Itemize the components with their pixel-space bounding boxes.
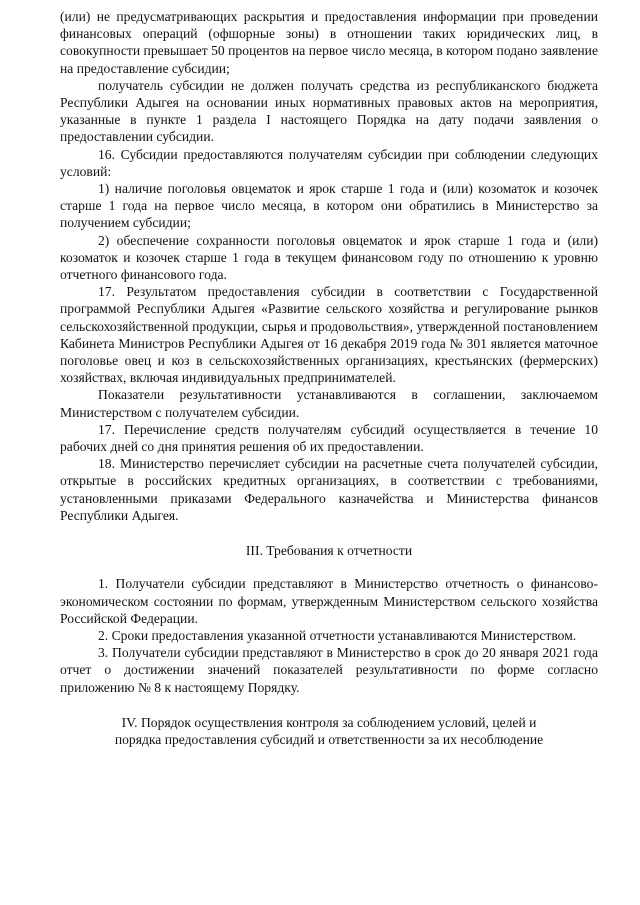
paragraph: получатель субсидии не должен получать средства из республиканского бюджета Республики Адыгея на основании иных нормативных правовых актов на мероприятия, указанные в пункте 1 раздела I настоящего Порядка на дату подачи заявления о предоставлении субсидии. (60, 77, 598, 145)
section-heading: III. Требования к отчетности (245, 543, 413, 559)
paragraph: (или) не предусматривающих раскрытия и предоставления информации при проведении финансовых операций (офшорные зоны) в отношении таких юридических лиц, в совокупности превышает 50 процентов на первое число месяца, в котором подано заявление на предоставление субсидии; (60, 9, 598, 76)
paragraph: 3. Получатели субсидии представляют в Министерство в срок до 20 января 2021 года отчет о достижении значений показателей результативности по форме согласно приложению № 8 к настоящему Порядку. (60, 645, 598, 695)
paragraph: 1) наличие поголовья овцематок и ярок старше 1 года и (или) козоматок и козочек старше 1 года на первое число месяца, в котором они обратились в Министерство за получением субсидии; (60, 181, 598, 231)
paragraph: 2. Сроки предоставления указанной отчетности устанавливаются Министерством. (98, 627, 577, 643)
section-heading-line: IV. Порядок осуществления контроля за соблюдением условий, целей и (121, 714, 537, 730)
paragraph: 17. Перечисление средств получателям субсидий осуществляется в течение 10 рабочих дней со дня принятия решения об их предоставлении. (60, 421, 598, 455)
paragraph: Показатели результативности устанавливаются в соглашении, заключаемом Министерством с получателем субсидии. (60, 387, 598, 420)
paragraph: 16. Субсидии предоставляются получателям субсидии при соблюдении следующих условий: (60, 146, 598, 179)
paragraph: 17. Результатом предоставления субсидии в соответствии с Государственной программой Республики Адыгея «Развитие сельского хозяйства и регулирование рынков сельскохозяйственной продукции, сырья и продовольствия», утвержденной постановлением Кабинета Министров Республики Адыгея от 16 декабря 2019 года № 301 является маточное поголовье овец и коз в сельскохозяйственных организациях, крестьянских (фермерских) хозяйствах, включая индивидуальных предпринимателей. (60, 284, 598, 386)
section-heading-line: порядка предоставления субсидий и ответственности за их несоблюдение (114, 731, 544, 747)
paragraph: 1. Получатели субсидии представляют в Министерство отчетность о финансово-экономическом состоянии по формам, утвержденным Министерством сельского хозяйства Российской Федерации. (60, 576, 598, 626)
paragraph: 18. Министерство перечисляет субсидии на расчетные счета получателей субсидии, открытые в российских кредитных организациях, в соответствии с требованиями, установленными приказами Федерального казначейства и Министерства финансов Республики Адыгея. (60, 456, 598, 523)
paragraph: 2) обеспечение сохранности поголовья овцематок и ярок старше 1 года и (или) козоматок и козочек старше 1 года в текущем финансовом году по отношению к уровню отчетного финансового года. (60, 232, 598, 283)
section-heading (60, 714, 598, 748)
